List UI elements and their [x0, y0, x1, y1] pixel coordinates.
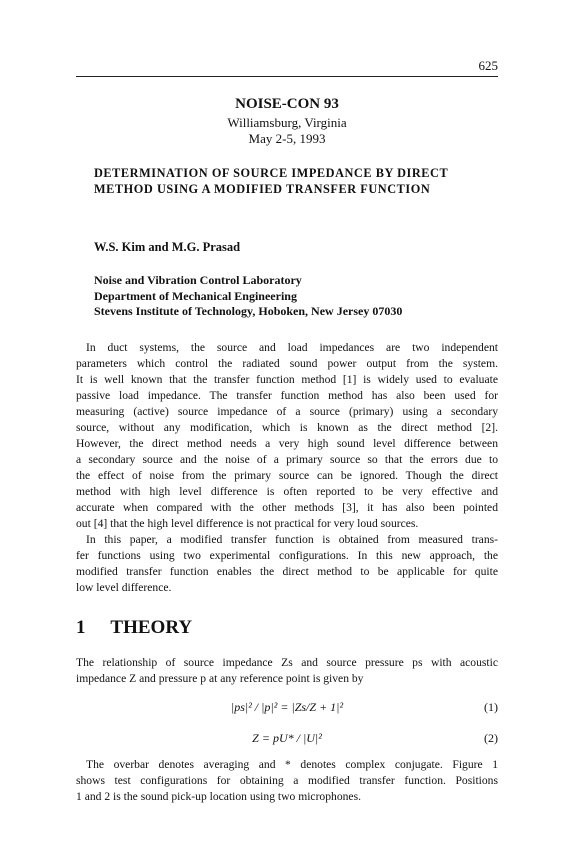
- text-line: It is well known that the transfer function method [1] is widely used to evaluate: [76, 373, 498, 386]
- text-line: out [4] that the high level difference is not practical for very loud sources.: [76, 517, 419, 530]
- paragraph-intro: [76, 340, 498, 532]
- text-line: fer functions using two experimental configurations. In this new approach, the: [76, 549, 498, 562]
- text-line: a secondary source and the noise of a primary source so that the errors due to: [76, 453, 498, 466]
- affiliation-line: Department of Mechanical Engineering: [94, 288, 297, 303]
- section-title: THEORY: [110, 617, 193, 638]
- paragraph-theory: [76, 655, 498, 687]
- text-line: In duct systems, the source and load impedances are two independent: [86, 341, 498, 354]
- affiliation: [94, 273, 402, 320]
- text-line: method with high level difference is often reported to be very effective and: [76, 485, 498, 498]
- text-line: shows test configurations for obtaining a modified transfer function. Positions: [76, 774, 498, 787]
- section-heading: [76, 617, 192, 639]
- section-number: 1: [76, 617, 86, 638]
- paper-title: [94, 165, 494, 197]
- text-line: passive load impedance. The transfer function method has also been used for: [76, 389, 498, 402]
- text-line: low level difference.: [76, 581, 172, 594]
- text-line: However, the direct method needs a very high sound level difference between: [76, 437, 498, 450]
- equation-expression: |ps|² / |p|² = |Zs/Z + 1|²: [230, 700, 344, 714]
- affiliation-line: Noise and Vibration Control Laboratory: [94, 273, 302, 287]
- text-line: the effect of noise from the primary source can be ignored. Though the direct: [76, 469, 498, 482]
- text-line: measuring (active) source impedance of a source (primary) using a secondary: [76, 405, 498, 418]
- title-line: DETERMINATION OF SOURCE IMPEDANCE BY DIRECT: [94, 166, 449, 180]
- text-line: 1 and 2 is the sound pick-up location using two microphones.: [76, 790, 361, 803]
- text-line: impedance Z and pressure p at any reference point is given by: [76, 672, 364, 685]
- paragraph-approach: [76, 532, 498, 596]
- equation-number: (2): [484, 731, 498, 745]
- text-line: accurate when compared with the other methods [3], it has also been pointed: [76, 501, 498, 514]
- header-rule: [76, 76, 498, 77]
- text-line: parameters which control the radiated sound power output from the system.: [76, 357, 498, 370]
- text-line: The overbar denotes averaging and * denotes complex conjugate. Figure 1: [86, 758, 498, 771]
- affiliation-line: Stevens Institute of Technology, Hoboken, New Jersey 07030: [94, 304, 403, 318]
- text-line: The relationship of source impedance Zs and source pressure ps with acoustic: [76, 656, 498, 669]
- equation-expression: Z = pU* / |U|²: [252, 731, 322, 745]
- paragraph-configurations: [76, 757, 498, 805]
- text-line: source, without any modification, which is known as the direct method [2].: [76, 421, 498, 434]
- text-line: In this paper, a modified transfer function is obtained from measured trans-: [86, 533, 498, 546]
- conference-location: Williamsburg, Virginia: [227, 115, 347, 130]
- equation-1: [76, 700, 498, 716]
- equation-number: (1): [484, 700, 498, 714]
- text-line: modified transfer function enables the direct method to be applicable for quite: [76, 565, 498, 578]
- authors: W.S. Kim and M.G. Prasad: [94, 240, 241, 254]
- conference-name: NOISE-CON 93: [235, 96, 339, 112]
- conference-date: May 2-5, 1993: [248, 131, 326, 146]
- equation-2: [76, 731, 498, 747]
- title-line: METHOD USING A MODIFIED TRANSFER FUNCTION: [94, 182, 431, 196]
- page-number: 625: [478, 58, 498, 73]
